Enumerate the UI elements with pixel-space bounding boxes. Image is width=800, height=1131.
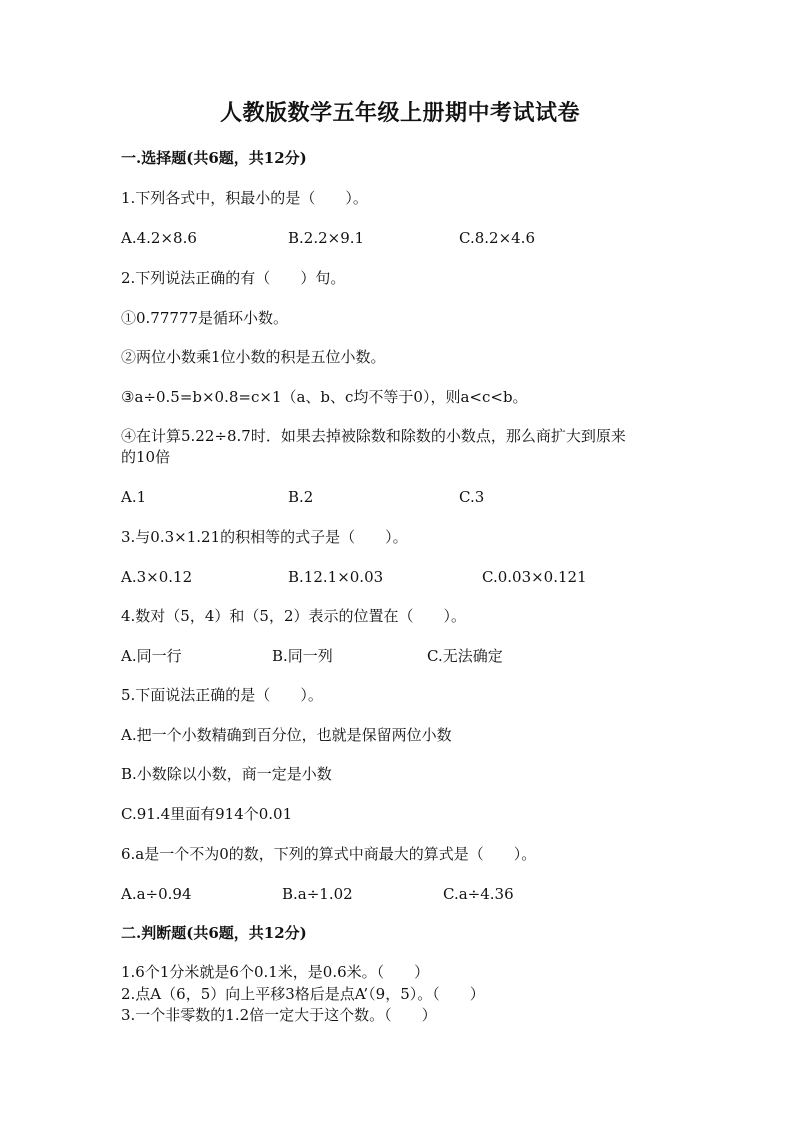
question-5-option-b: B.小数除以小数，商一定是小数	[121, 765, 332, 783]
question-2-statement-2: ②两位小数乘1位小数的积是五位小数。	[121, 348, 386, 366]
question-6-stem: 6.a是一个不为0的数，下列的算式中商最大的算式是（ ）。	[121, 845, 537, 863]
question-6-option-c: C.a÷4.36	[443, 885, 514, 903]
question-6-option-b: B.a÷1.02	[282, 885, 353, 903]
question-4-option-a: A.同一行	[121, 647, 182, 665]
question-1-option-b: B.2.2×9.1	[288, 229, 365, 247]
question-1-stem: 1.下列各式中，积最小的是（ ）。	[121, 189, 368, 207]
section-heading-choice: 一.选择题(共6题，共12分)	[121, 149, 307, 167]
question-5-option-c: C.91.4里面有914个0.01	[121, 805, 293, 823]
question-2-option-c: C.3	[459, 488, 485, 506]
question-4-option-b: B.同一列	[272, 647, 333, 665]
question-2-statement-3: ③a÷0.5=b×0.8=c×1（a、b、c均不等于0），则a<c<b。	[121, 388, 528, 406]
exam-title: 人教版数学五年级上册期中考试试卷	[219, 100, 580, 126]
question-2-option-a: A.1	[121, 488, 147, 506]
question-3-option-a: A.3×0.12	[121, 568, 193, 586]
judgement-item-2: 2.点A（6，5）向上平移3格后是点A’（9，5）。（ ）	[121, 985, 485, 1003]
section-heading-judgement: 二.判断题(共6题，共12分)	[121, 924, 307, 942]
question-2-stem: 2.下列说法正确的有（ ）句。	[121, 269, 346, 287]
question-1-option-c: C.8.2×4.6	[459, 229, 535, 247]
question-2-statement-4-cont: 的10倍	[121, 448, 171, 466]
question-2-statement-4: ④在计算5.22÷8.7时．如果去掉被除数和除数的小数点，那么商扩大到原来	[121, 427, 626, 445]
question-1-option-a: A.4.2×8.6	[121, 229, 197, 247]
judgement-item-1: 1.6个1分米就是6个0.1米，是0.6米。（ ）	[121, 963, 430, 981]
question-2-option-b: B.2	[288, 488, 314, 506]
question-4-option-c: C.无法确定	[427, 647, 503, 665]
question-6-option-a: A.a÷0.94	[121, 885, 192, 903]
question-5-option-a: A.把一个小数精确到百分位，也就是保留两位小数	[121, 726, 452, 744]
question-5-stem: 5.下面说法正确的是（ ）。	[121, 686, 323, 704]
question-3-option-c: C.0.03×0.121	[482, 568, 587, 586]
question-2-statement-1: ①0.77777是循环小数。	[121, 309, 289, 327]
judgement-item-3: 3.一个非零数的1.2倍一定大于这个数。（ ）	[121, 1006, 437, 1024]
question-4-stem: 4.数对（5，4）和（5，2）表示的位置在（ ）。	[121, 607, 466, 625]
question-3-option-b: B.12.1×0.03	[288, 568, 384, 586]
question-3-stem: 3.与0.3×1.21的积相等的式子是（ ）。	[121, 528, 408, 546]
